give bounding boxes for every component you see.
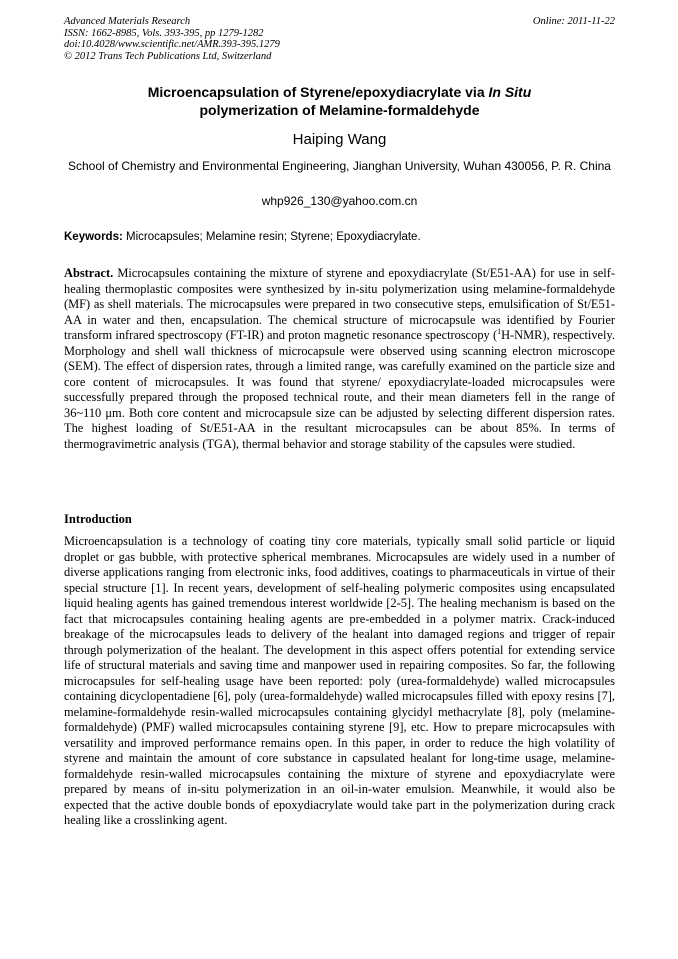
title-part1: Microencapsulation of Styrene/epoxydiacrylate via <box>147 84 489 100</box>
introduction-heading: Introduction <box>64 512 132 526</box>
title-part2: polymerization of Melamine-formaldehyde <box>199 102 480 118</box>
author-email: whp926_130@yahoo.com.cn <box>261 194 418 208</box>
keywords-text: Microcapsules; Melamine resin; Styrene; Epoxydiacrylate. <box>122 231 421 243</box>
author-name: Haiping Wang <box>292 131 387 148</box>
abstract <box>64 266 615 452</box>
abstract-sup: 1 <box>497 326 502 336</box>
author-affiliation: School of Chemistry and Environmental Engineering, Jianghan University, Wuhan 430056, P. R. China <box>68 159 611 173</box>
journal-name: Advanced Materials Research <box>64 16 191 27</box>
journal-issn: ISSN: 1662-8985, Vols. 393-395, pp 1279-1282 <box>64 27 264 39</box>
introduction-paragraph: Microencapsulation is a technology of coating tiny core materials, typically small solid particle or liquid droplet or gas bubble, with protective spherical membranes. Microcapsules are widely used in a number of diverse applications ranging from electronic inks, food additives, coatings to pharmaceuticals in virtue of their special structure [1]. In recent years, development of self-healing polymeric composites using encapsulated liquid healing agents has gained tremendous interest worldwide [2-5]. The healing mechanism is based on the fact that microcapsules containing healing agents are pre-embedded in a polymer matrix. Crack-induced breakage of the microcapsules leads to delivery of the healant into damaged regions and trigger of repair through polymerization of the healant. The development in this aspect offers potential for extending service life of structural materials and saving time and manpower used in repairing composites. So far, the following microcapsules for self-healing usage have been reported: poly (urea-formaldehyde) walled microcapsules containing dicyclopentadiene [6], poly (urea-formaldehyde) walled microcapsules filled with epoxy resins [7], melamine-formaldehyde resin-walled microcapsules containing glycidyl methacrylate [8], poly (melamine-formaldehyde) (PMF) walled microcapsules containing styrene [9], etc. How to prepare microcapsules with versatility and improved performance remains open. In this paper, in order to reduce the high volatility of styrene and maintain the amount of core substance in capsulated healant for long-time usage, melamine-formaldehyde resin-walled microcapsules containing the mixture of styrene and epoxydiacrylate were prepared by means of in-situ polymerization in an oil-in-water emulsion. Meanwhile, it would also be expected that the active double bonds of epoxydiacrylate would take part in the polymerization during crack healing like a crosslinking agent. <box>64 534 615 827</box>
keywords-label: Keywords: <box>64 231 123 243</box>
abstract-text-a: Microcapsules containing the mixture of styrene and epoxydiacrylate (St/E51-AA) for use in self-healing thermoplastic composites were synthesized by in-situ polymerization using melamine-formaldehyde (MF) as shell materials. The microcapsules were prepared in two consecutive steps, emulsification of St/E51-AA in water and then, encapsulation. The chemical structure of microcapsule was identified by Fourier transform infrared spectroscopy (FT-IR) and proton magnetic resonance spectroscopy ( <box>64 266 615 342</box>
journal-copyright: © 2012 Trans Tech Publications Ltd, Switzerland <box>64 50 272 62</box>
title-italic: In Situ <box>488 84 532 100</box>
journal-header <box>64 16 280 62</box>
paper-title <box>64 83 615 119</box>
introduction-body <box>64 534 615 829</box>
abstract-text-b: H-NMR), respectively. Morphology and shell wall thickness of microcapsule were observed using scanning electron microscope (SEM). The effect of dispersion rates, through a limited range, was carefully examined on the particle size and core content of microcapsules. It was found that styrene/ epoxydiacrylate-loaded microcapsules were successfully prepared through the proposed technical route, and their mean diameters fell in the range of 36~110 μm. Both core content and microcapsule size can be adjusted by selecting different dispersion rates. The highest loading of St/E51-AA in the resultant microcapsules can be about 85%. In terms of thermogravimetric analysis (TGA), thermal behavior and storage stability of the capsules were studied. <box>64 328 615 451</box>
keywords <box>64 230 615 245</box>
journal-doi: doi:10.4028/www.scientific.net/AMR.393-395.1279 <box>64 39 280 50</box>
abstract-label: Abstract. <box>64 266 114 280</box>
online-date: Online: 2011-11-22 <box>532 16 615 27</box>
